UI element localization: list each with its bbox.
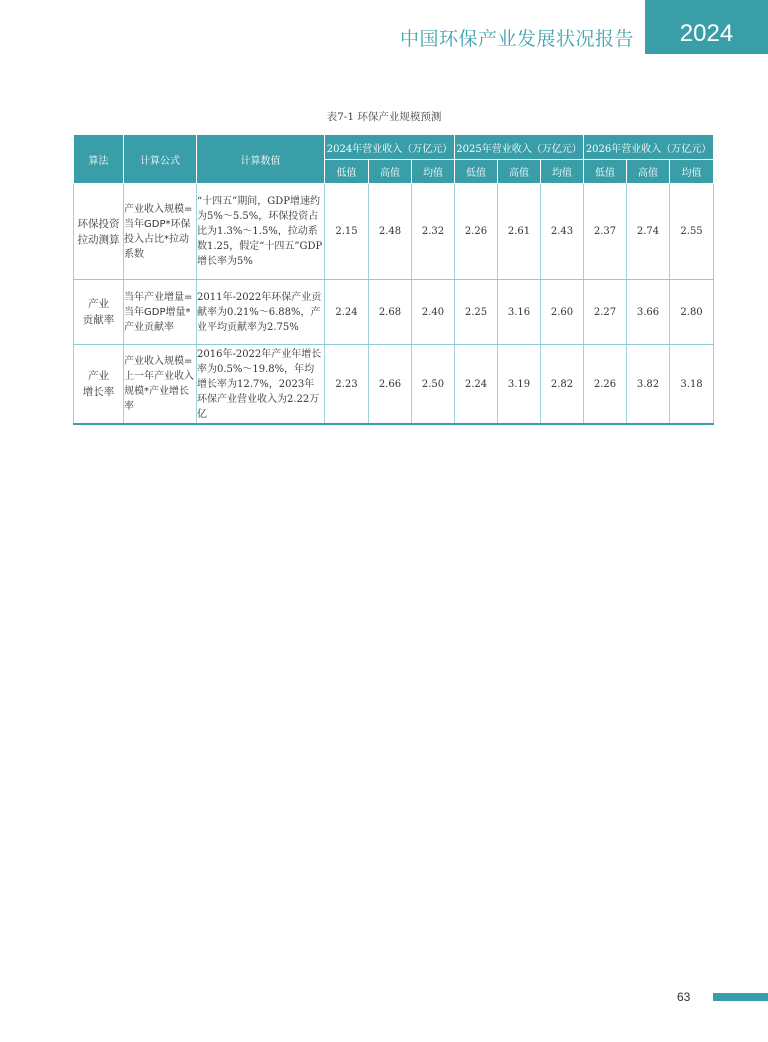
value-cell: 3.82 bbox=[627, 345, 670, 425]
algorithm-line: 产业 bbox=[88, 370, 109, 382]
description-cell: “十四五”期间，GDP增速约为5%～5.5%，环保投资占比为1.3%～1.5%，拉动系数1.25，假定“十四五”GDP增长率为5% bbox=[197, 184, 325, 280]
algorithm-line: 拉动测算 bbox=[77, 233, 120, 246]
header-algorithm: 算法 bbox=[74, 135, 124, 184]
header-formula: 计算公式 bbox=[124, 135, 197, 184]
value-cell: 3.66 bbox=[627, 280, 670, 345]
value-cell: 2.26 bbox=[455, 184, 498, 280]
value-cell: 2.61 bbox=[498, 184, 541, 280]
value-cell: 2.40 bbox=[412, 280, 455, 345]
header-group-2026: 2026年营业收入（万亿元） bbox=[584, 135, 714, 160]
description-cell: 2016年-2022年产业年增长率为0.5%～19.8%，年均增长率为12.7%，2023年环保产业营业收入为2.22万亿 bbox=[197, 345, 325, 425]
formula-cell: 当年产业增量=当年GDP增量*产业贡献率 bbox=[124, 280, 197, 345]
header-low: 低值 bbox=[455, 160, 498, 184]
page-number-bar bbox=[713, 993, 768, 1001]
header-low: 低值 bbox=[584, 160, 627, 184]
value-cell: 2.24 bbox=[455, 345, 498, 425]
value-cell: 2.24 bbox=[325, 280, 369, 345]
algorithm-line: 增长率 bbox=[82, 386, 115, 398]
table-caption: 表7-1 环保产业规模预测 bbox=[326, 111, 442, 123]
value-cell: 2.74 bbox=[627, 184, 670, 280]
header-mean: 均值 bbox=[541, 160, 584, 184]
header-group-2024: 2024年营业收入（万亿元） bbox=[325, 135, 455, 160]
forecast-table bbox=[73, 134, 714, 425]
value-cell: 2.15 bbox=[325, 184, 369, 280]
value-cell: 2.68 bbox=[369, 280, 412, 345]
header-group-2025: 2025年营业收入（万亿元） bbox=[455, 135, 584, 160]
value-cell: 3.19 bbox=[498, 345, 541, 425]
value-cell: 2.50 bbox=[412, 345, 455, 425]
table-row bbox=[74, 184, 714, 280]
header-title: 中国环保产业发展状况报告 bbox=[399, 28, 634, 50]
value-cell: 2.23 bbox=[325, 345, 369, 425]
algorithm-line: 产业 bbox=[88, 298, 109, 310]
value-cell: 2.25 bbox=[455, 280, 498, 345]
value-cell: 2.55 bbox=[670, 184, 714, 280]
value-cell: 3.18 bbox=[670, 345, 714, 425]
header-low: 低值 bbox=[325, 160, 369, 184]
algorithm-cell bbox=[74, 280, 124, 345]
algorithm-line: 环保投资 bbox=[77, 217, 120, 230]
header-mean: 均值 bbox=[412, 160, 455, 184]
value-cell: 2.48 bbox=[369, 184, 412, 280]
table-row bbox=[74, 280, 714, 345]
value-cell: 2.82 bbox=[541, 345, 584, 425]
value-cell: 2.60 bbox=[541, 280, 584, 345]
value-cell: 2.37 bbox=[584, 184, 627, 280]
header-high: 高值 bbox=[627, 160, 670, 184]
description-cell: 2011年-2022年环保产业贡献率为0.21%～6.88%，产业平均贡献率为2.75% bbox=[197, 280, 325, 345]
year-badge bbox=[645, 0, 768, 54]
value-cell: 2.32 bbox=[412, 184, 455, 280]
value-cell: 2.80 bbox=[670, 280, 714, 345]
header-mean: 均值 bbox=[670, 160, 714, 184]
page-number: 63 bbox=[677, 990, 691, 1004]
formula-cell: 产业收入规模=上一年产业收入规模*产业增长率 bbox=[124, 345, 197, 425]
algorithm-line: 贡献率 bbox=[82, 314, 115, 326]
year-label: 2024 bbox=[679, 20, 734, 47]
value-cell: 2.66 bbox=[369, 345, 412, 425]
algorithm-cell bbox=[74, 184, 124, 280]
value-cell: 2.43 bbox=[541, 184, 584, 280]
algorithm-cell bbox=[74, 345, 124, 425]
table-row bbox=[74, 345, 714, 425]
header-high: 高值 bbox=[498, 160, 541, 184]
formula-cell: 产业收入规模=当年GDP*环保投入占比*拉动系数 bbox=[124, 184, 197, 280]
value-cell: 2.26 bbox=[584, 345, 627, 425]
value-cell: 2.27 bbox=[584, 280, 627, 345]
header-high: 高值 bbox=[369, 160, 412, 184]
header-values: 计算数值 bbox=[197, 135, 325, 184]
value-cell: 3.16 bbox=[498, 280, 541, 345]
